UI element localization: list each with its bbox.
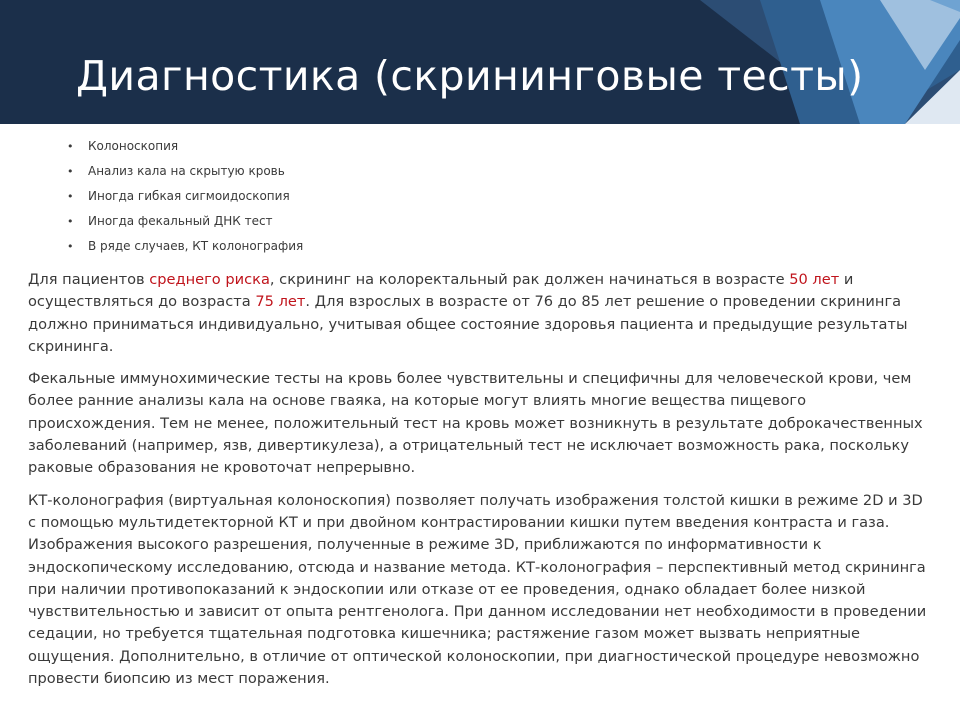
paragraph-text: . Для взрослых в возрасте от 76 до 85 лет решение о проведении скрининга должно приниматься индивидуально, учитывая общее состояние здоровья пациента и предыдущие результаты скрининга. — [28, 293, 908, 355]
slide-header — [0, 0, 960, 124]
list-item — [28, 134, 928, 159]
slide-body — [28, 134, 928, 700]
bullet-icon: • — [67, 165, 74, 178]
list-item-label: В ряде случаев, КТ колонография — [88, 239, 304, 253]
list-item — [28, 159, 928, 184]
list-item — [28, 234, 928, 259]
highlight-start-age: 50 лет — [789, 271, 840, 288]
highlight-average-risk: среднего риска — [149, 271, 270, 288]
paragraph-text: и осуществляться до возраста — [28, 271, 854, 311]
bullet-icon: • — [67, 240, 74, 253]
list-item-label: Колоноскопия — [88, 139, 179, 153]
screening-tests-list — [28, 134, 928, 259]
paragraph-text: Для пациентов — [28, 271, 150, 288]
slide-title: Диагностика (скрининговые тесты) — [76, 52, 864, 100]
paragraph-average-risk — [28, 269, 928, 358]
bullet-icon: • — [67, 140, 74, 153]
paragraph-ct-colonography: КТ-колонография (виртуальная колоноскопия) позволяет получать изображения толстой кишки в режиме 2D и 3D с помощью мультидетекторной КТ и при двойном контрастировании кишки путем введения контраста и газа. Изображения высокого разрешения, полученные в режиме 3D, приближаются по информативности к эндоскопическому исследованию, отсюда и название метода. КТ-колонография – перспективный метод скрининга при наличии противопоказаний к эндоскопии или отказе от ее проведения, однако обладает более низкой чувствительностью и зависит от опыта рентгенолога. При данном исследовании нет необходимости в проведении седации, но требуется тщательная подготовка кишечника; растяжение газом может вызвать неприятные ощущения. Дополнительно, в отличие от оптической колоноскопии, при диагностической процедуре невозможно провести биопсию из мест поражения. — [28, 491, 927, 688]
list-item-label: Анализ кала на скрытую кровь — [88, 164, 285, 178]
list-item — [28, 184, 928, 209]
list-item-label: Иногда фекальный ДНК тест — [88, 214, 273, 228]
paragraph-fecal-tests: Фекальные иммунохимические тесты на кровь более чувствительны и специфичны для человеческой крови, чем более ранние анализы кала на основе гваякa, на которые могут влиять многие вещества пищевого происхождения. Тем не менее, положительный тест на кровь может возникнуть в результате доброкачественных заболеваний (например, язв, дивертикулеза), а отрицательный тест не исключает возможность рака, поскольку раковые образования не кровоточат непрерывно. — [28, 370, 923, 477]
list-item — [28, 209, 928, 234]
bullet-icon: • — [67, 190, 74, 203]
paragraph-text: , скрининг на колоректальный рак должен начинаться в возрасте — [269, 271, 790, 288]
highlight-end-age: 75 лет — [255, 293, 306, 311]
list-item-label: Иногда гибкая сигмоидоскопия — [88, 189, 290, 203]
bullet-icon: • — [67, 215, 74, 228]
